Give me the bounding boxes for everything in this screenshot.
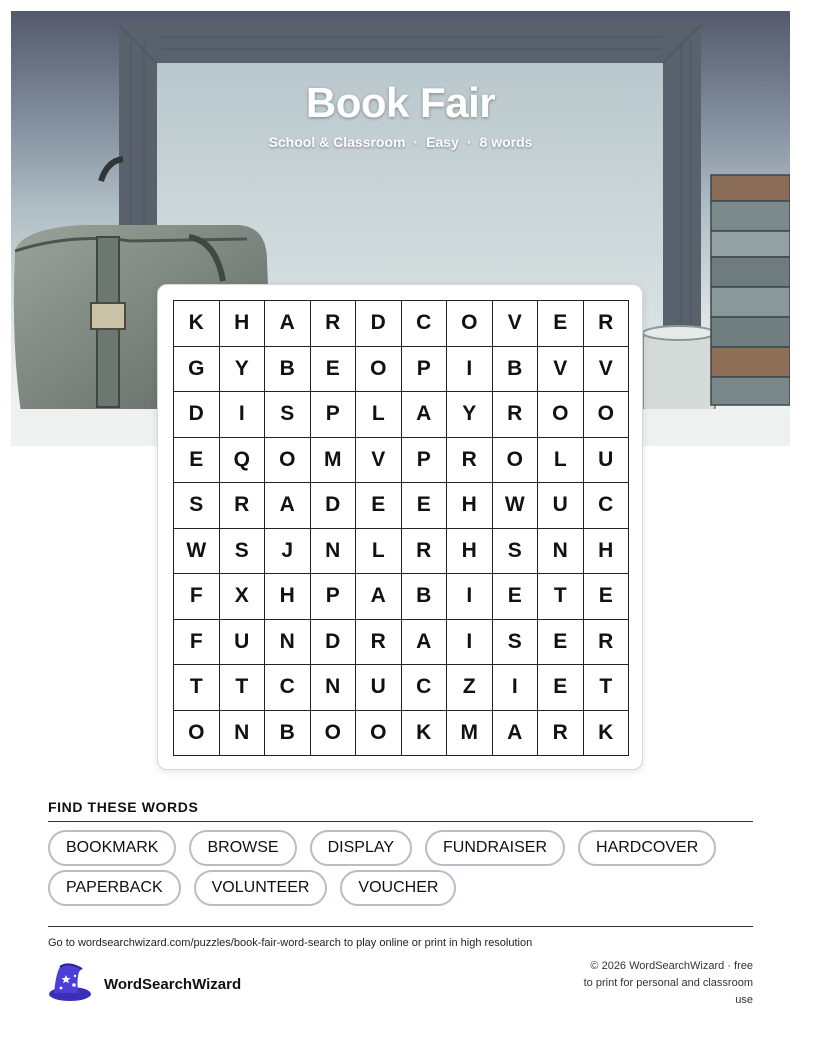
grid-cell[interactable]: L xyxy=(538,438,584,484)
grid-cell[interactable]: S xyxy=(220,529,266,575)
word-chip[interactable]: BROWSE xyxy=(189,830,296,866)
wizard-hat-icon xyxy=(46,961,92,1008)
puzzle-grid-card xyxy=(157,284,643,770)
grid-cell[interactable]: K xyxy=(584,711,630,757)
grid-cell[interactable]: C xyxy=(265,665,311,711)
grid-cell[interactable]: S xyxy=(493,620,539,666)
grid-cell[interactable]: E xyxy=(538,665,584,711)
grid-cell[interactable]: I xyxy=(447,574,493,620)
grid-cell[interactable]: R xyxy=(493,392,539,438)
grid-cell[interactable]: B xyxy=(265,347,311,393)
grid-cell[interactable]: O xyxy=(356,347,402,393)
grid-cell[interactable]: D xyxy=(174,392,220,438)
grid-cell[interactable]: I xyxy=(220,392,266,438)
grid-cell[interactable]: O xyxy=(447,301,493,347)
grid-cell[interactable]: A xyxy=(493,711,539,757)
grid-cell[interactable]: P xyxy=(402,347,448,393)
grid-cell[interactable]: O xyxy=(356,711,402,757)
grid-cell[interactable]: E xyxy=(538,301,584,347)
grid-cell[interactable]: O xyxy=(584,392,630,438)
grid-cell[interactable]: O xyxy=(174,711,220,757)
grid-cell[interactable]: E xyxy=(538,620,584,666)
grid-cell[interactable]: L xyxy=(356,392,402,438)
grid-cell[interactable]: W xyxy=(493,483,539,529)
word-chip[interactable]: VOLUNTEER xyxy=(194,870,328,906)
grid-cell[interactable]: T xyxy=(220,665,266,711)
grid-cell[interactable]: S xyxy=(265,392,311,438)
grid-cell[interactable]: D xyxy=(356,301,402,347)
grid-cell[interactable]: T xyxy=(538,574,584,620)
grid-cell[interactable]: O xyxy=(265,438,311,484)
grid-cell[interactable]: P xyxy=(402,438,448,484)
grid-cell[interactable]: E xyxy=(174,438,220,484)
grid-cell[interactable]: U xyxy=(220,620,266,666)
brand[interactable] xyxy=(46,963,241,1005)
word-chip[interactable]: HARDCOVER xyxy=(578,830,716,866)
grid-cell[interactable]: N xyxy=(265,620,311,666)
meta-separator: · xyxy=(413,134,419,150)
grid-cell[interactable]: I xyxy=(493,665,539,711)
grid-cell[interactable]: K xyxy=(174,301,220,347)
grid-cell[interactable]: I xyxy=(447,620,493,666)
letter-grid[interactable] xyxy=(173,300,629,756)
grid-cell[interactable]: T xyxy=(584,665,630,711)
grid-cell[interactable]: F xyxy=(174,620,220,666)
word-list-heading: FIND THESE WORDS xyxy=(48,799,199,815)
divider xyxy=(48,926,753,927)
grid-cell[interactable]: E xyxy=(584,574,630,620)
word-chip[interactable]: VOUCHER xyxy=(340,870,456,906)
grid-cell[interactable]: R xyxy=(402,529,448,575)
grid-cell[interactable]: M xyxy=(447,711,493,757)
grid-cell[interactable]: O xyxy=(311,711,357,757)
puzzle-title: Book Fair xyxy=(305,79,496,126)
puzzle-meta xyxy=(11,134,790,150)
grid-cell[interactable]: H xyxy=(447,483,493,529)
grid-cell[interactable]: X xyxy=(220,574,266,620)
grid-cell[interactable]: G xyxy=(174,347,220,393)
grid-cell[interactable]: H xyxy=(447,529,493,575)
grid-cell[interactable]: T xyxy=(174,665,220,711)
grid-cell[interactable]: A xyxy=(402,392,448,438)
grid-cell[interactable]: V xyxy=(584,347,630,393)
grid-cell[interactable]: D xyxy=(311,620,357,666)
grid-cell[interactable]: H xyxy=(220,301,266,347)
word-list xyxy=(48,830,753,906)
grid-cell[interactable]: S xyxy=(493,529,539,575)
grid-cell[interactable]: I xyxy=(447,347,493,393)
brand-name: WordSearchWizard xyxy=(104,975,242,993)
grid-cell[interactable]: O xyxy=(493,438,539,484)
grid-cell[interactable]: K xyxy=(402,711,448,757)
grid-cell[interactable]: E xyxy=(493,574,539,620)
grid-cell[interactable]: F xyxy=(174,574,220,620)
grid-cell[interactable]: J xyxy=(265,529,311,575)
grid-cell[interactable]: B xyxy=(265,711,311,757)
grid-cell[interactable]: Q xyxy=(220,438,266,484)
grid-cell[interactable]: V xyxy=(356,438,402,484)
puzzle-category: School & Classroom xyxy=(268,134,406,150)
grid-cell[interactable]: R xyxy=(447,438,493,484)
puzzle-word-count: 8 words xyxy=(479,134,533,150)
grid-cell[interactable]: S xyxy=(174,483,220,529)
grid-cell[interactable]: A xyxy=(265,483,311,529)
grid-cell[interactable]: D xyxy=(311,483,357,529)
grid-cell[interactable]: H xyxy=(584,529,630,575)
grid-cell[interactable]: M xyxy=(311,438,357,484)
grid-cell[interactable]: R xyxy=(356,620,402,666)
grid-cell[interactable]: B xyxy=(402,574,448,620)
grid-cell[interactable]: N xyxy=(220,711,266,757)
grid-cell[interactable]: A xyxy=(402,620,448,666)
grid-cell[interactable]: V xyxy=(493,301,539,347)
grid-cell[interactable]: R xyxy=(584,301,630,347)
grid-cell[interactable]: A xyxy=(356,574,402,620)
grid-cell[interactable]: N xyxy=(311,529,357,575)
meta-separator: · xyxy=(466,134,472,150)
grid-cell[interactable]: Y xyxy=(447,392,493,438)
copyright-text: © 2026 WordSearchWizard · free to print for personal and classroom use xyxy=(583,960,753,1006)
grid-cell[interactable]: A xyxy=(265,301,311,347)
word-chip[interactable]: DISPLAY xyxy=(310,830,412,866)
footer-link[interactable]: Go to wordsearchwizard.com/puzzles/book-fair-word-search to play online or print in high resolution xyxy=(48,937,533,949)
grid-cell[interactable]: U xyxy=(584,438,630,484)
grid-cell[interactable]: B xyxy=(493,347,539,393)
divider xyxy=(48,821,753,822)
grid-cell[interactable]: O xyxy=(538,392,584,438)
grid-cell[interactable]: W xyxy=(174,529,220,575)
grid-cell[interactable]: V xyxy=(538,347,584,393)
grid-cell[interactable]: P xyxy=(311,574,357,620)
grid-cell[interactable]: C xyxy=(584,483,630,529)
grid-cell[interactable]: U xyxy=(356,665,402,711)
puzzle-difficulty: Easy xyxy=(426,134,459,150)
grid-cell[interactable]: H xyxy=(265,574,311,620)
grid-cell[interactable]: Z xyxy=(447,665,493,711)
grid-cell[interactable]: U xyxy=(538,483,584,529)
grid-cell[interactable]: R xyxy=(220,483,266,529)
grid-cell[interactable]: R xyxy=(538,711,584,757)
grid-cell[interactable]: E xyxy=(311,347,357,393)
word-chip[interactable]: BOOKMARK xyxy=(48,830,176,866)
grid-cell[interactable]: N xyxy=(311,665,357,711)
grid-cell[interactable]: E xyxy=(402,483,448,529)
grid-cell[interactable]: C xyxy=(402,301,448,347)
word-chip[interactable]: PAPERBACK xyxy=(48,870,181,906)
grid-cell[interactable]: L xyxy=(356,529,402,575)
grid-cell[interactable]: R xyxy=(311,301,357,347)
word-chip[interactable]: FUNDRAISER xyxy=(425,830,565,866)
grid-cell[interactable]: N xyxy=(538,529,584,575)
grid-cell[interactable]: R xyxy=(584,620,630,666)
grid-cell[interactable]: Y xyxy=(220,347,266,393)
grid-cell[interactable]: P xyxy=(311,392,357,438)
grid-cell[interactable]: C xyxy=(402,665,448,711)
grid-cell[interactable]: E xyxy=(356,483,402,529)
